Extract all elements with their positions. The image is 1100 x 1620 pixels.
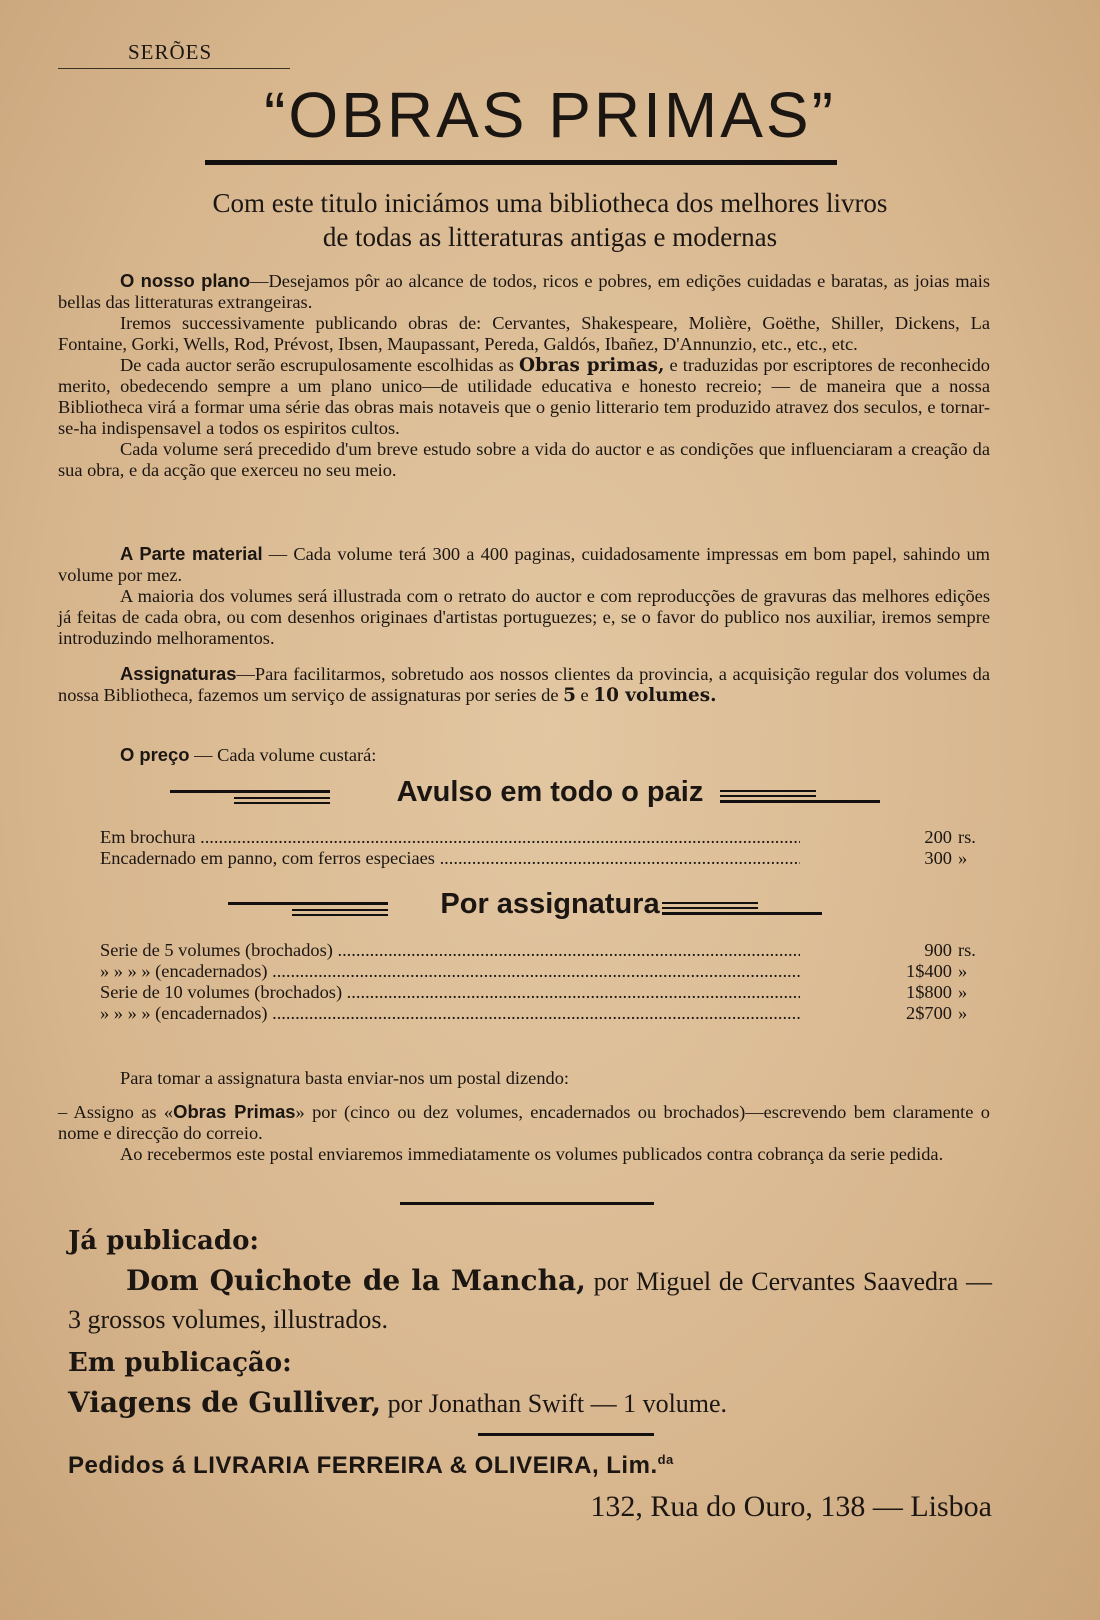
- orders-address: 132, Rua do Ouro, 138 — Lisboa: [590, 1490, 992, 1523]
- price-unit: rs.: [958, 827, 976, 847]
- price-label: » » » » (encadernados) .....: [100, 1003, 800, 1024]
- price-value: 2$700: [906, 1003, 952, 1023]
- orders-line: [68, 1452, 674, 1480]
- em-publicacao-heading: Em publicação:: [68, 1348, 292, 1378]
- em-publicacao-book-title: Viagens de Gulliver,: [68, 1386, 382, 1419]
- price-unit: »: [958, 848, 968, 868]
- section-divider: [478, 1433, 654, 1436]
- preco-heading: O preço: [120, 744, 190, 765]
- avulso-rule-right: [720, 788, 880, 808]
- page-title: “OBRAS PRIMAS”: [264, 79, 836, 151]
- header-rule: [58, 68, 290, 69]
- plano-heading: O nosso plano: [120, 270, 251, 291]
- subtitle: [90, 186, 1010, 254]
- section-publicado: [68, 1222, 992, 1339]
- orders-text: Pedidos á LIVRARIA FERREIRA & OLIVEIRA, Lim.: [68, 1452, 658, 1479]
- instrucoes-p2-b: » por (cinco ou dez volumes, encadernados ou brochados)—escrevendo bem claramente o nome e direcção do correio.: [58, 1102, 990, 1143]
- preco-text: — Cada volume custará:: [189, 745, 377, 765]
- title-rule: [205, 160, 837, 165]
- em-publicacao-text: por Jonathan Swift — 1 volume.: [381, 1389, 728, 1418]
- plano-p3-emphasis: Obras primas,: [519, 355, 665, 376]
- avulso-heading: Avulso em todo o paiz: [396, 776, 704, 808]
- price-value: 300: [924, 848, 952, 868]
- section-instrucoes: [58, 1068, 990, 1165]
- instrucoes-p3: Ao recebermos este postal enviaremos immediatamente os volumes publicados contra cobrança da serie pedida.: [120, 1144, 944, 1164]
- assignaturas-ten: 10 volumes.: [593, 685, 717, 706]
- assignaturas-and: e: [580, 685, 589, 705]
- subtitle-line-2: de todas as litteraturas antigas e modernas: [322, 222, 778, 252]
- price-value: 900: [924, 940, 952, 960]
- section-assignaturas: [58, 663, 990, 706]
- assignatura-rule-right: [662, 900, 822, 920]
- price-label: Em brochura .....: [100, 827, 800, 848]
- price-unit: »: [958, 961, 968, 981]
- material-heading: A Parte material: [120, 543, 263, 564]
- section-plano: [58, 270, 990, 481]
- price-unit: »: [958, 1003, 968, 1023]
- material-p1: — Cada volume terá 300 a 400 paginas, cuidadosamente impressas em bom papel, sahindo um volume por mez.: [58, 544, 990, 585]
- plano-p3-b: e traduzidas por escriptores de reconhecido merito, obedecendo sempre a um plano unico—de utilidade educativa e honesto recreio; — de maneira que a nossa Bibliotheca virá a formar uma série das obras mais notaveis que o genio litterario tem produzido atravez dos seculos, e tornar-se-ha indispensavel a todos os espiritos cultos.: [58, 355, 990, 438]
- price-value: 1$400: [906, 961, 952, 981]
- assignaturas-five: 5: [563, 685, 576, 706]
- orders-abbrev-sup: da: [657, 1452, 674, 1467]
- price-label: Serie de 10 volumes (brochados) .....: [100, 982, 800, 1003]
- instrucoes-p1: Para tomar a assignatura basta enviar-nos um postal dizendo:: [120, 1068, 570, 1088]
- price-label: » » » » (encadernados) .....: [100, 961, 800, 982]
- publicado-book-title: Dom Quichote de la Mancha,: [126, 1264, 586, 1297]
- running-header: SERÕES: [128, 40, 213, 64]
- price-label: Encadernado em panno, com ferros especiaes .....: [100, 848, 800, 869]
- price-unit: rs.: [958, 940, 976, 960]
- price-unit: »: [958, 982, 968, 1002]
- publicado-heading: Já publicado:: [68, 1226, 260, 1256]
- price-value: 1$800: [906, 982, 952, 1002]
- instrucoes-p2-emphasis: Obras Primas: [173, 1101, 296, 1122]
- instrucoes-p2-a: – Assigno as «: [58, 1102, 174, 1122]
- assignatura-heading: Por assignatura: [440, 888, 660, 920]
- plano-p3-a: De cada auctor serão escrupulosamente escolhidas as: [120, 355, 514, 375]
- price-label: Serie de 5 volumes (brochados) .....: [100, 940, 800, 961]
- plano-p1: —Desejamos pôr ao alcance de todos, ricos e pobres, em edições cuidadas e baratas, as joias mais bellas das litteraturas extrangeiras.: [58, 271, 990, 312]
- subtitle-line-1: Com este titulo iniciámos uma bibliotheca dos melhores livros: [212, 188, 888, 218]
- section-material: [58, 543, 990, 649]
- material-p2: A maioria dos volumes será illustrada com o retrato do auctor e com reproducções de gravuras das melhores edições já feitas de cada obra, ou com desenhos originaes d'artistas portuguezes; e, se o favor do publico nos auxiliar, iremos sempre introduzindo melhoramentos.: [58, 586, 990, 648]
- assignaturas-heading: Assignaturas: [120, 663, 237, 684]
- publicado-text: por Miguel de Cervantes Saavedra — 3 grossos volumes, illustrados.: [68, 1267, 993, 1334]
- plano-p2: Iremos successivamente publicando obras de: Cervantes, Shakespeare, Molière, Goëthe, Shiller, Dickens, La Fontaine, Gorki, Wells, Rod, Prévost, Ibsen, Maupassant, Pereda, Galdós, Ibañez, D'Annunzio, etc., etc., etc.: [58, 313, 990, 354]
- section-em-publicacao: [68, 1344, 992, 1423]
- price-value: 200: [924, 827, 952, 847]
- assignaturas-text: —Para facilitarmos, sobretudo aos nossos clientes da provincia, a acquisição regular dos volumes da nossa Bibliotheca, fazemos um serviço de assignaturas por series de: [58, 664, 990, 705]
- section-divider: [400, 1202, 654, 1205]
- section-preco: [58, 744, 990, 766]
- plano-p4: Cada volume será precedido d'um breve estudo sobre a vida do auctor e as condições que influenciaram a creação da sua obra, e da acção que exerceu no seu meio.: [58, 439, 990, 480]
